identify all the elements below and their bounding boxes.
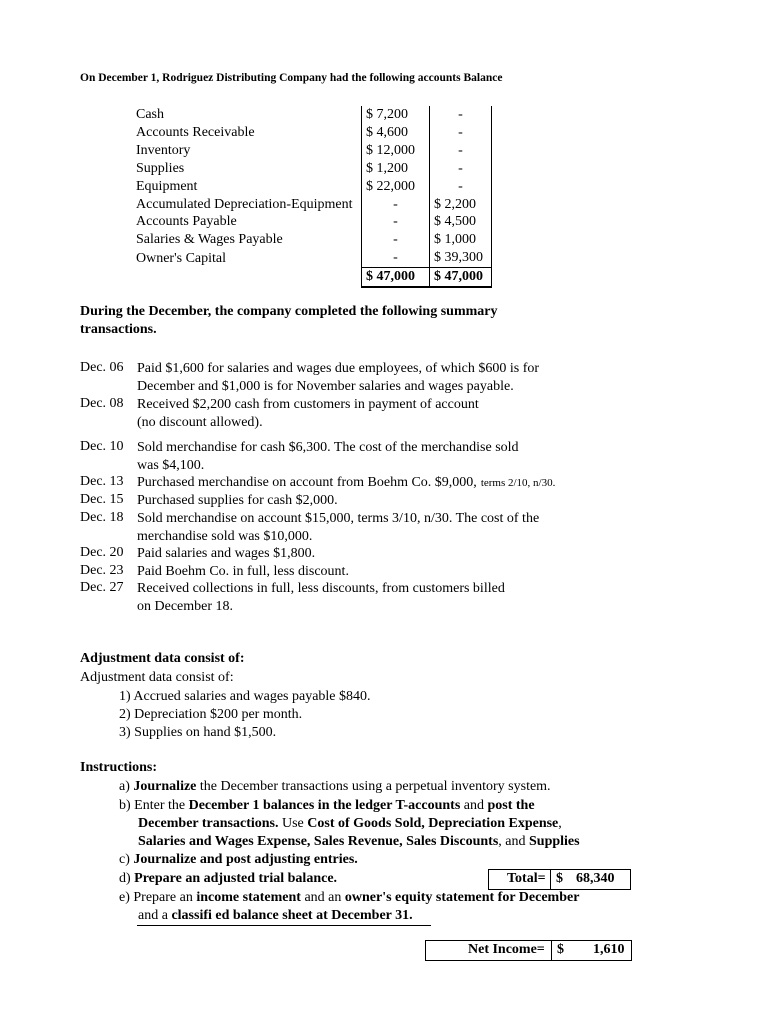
- transaction-description: Purchased merchandise on account from Boehm Co. $9,000, terms 2/10, n/30.: [137, 475, 556, 490]
- balance-row: [136, 124, 492, 142]
- balance-row: [136, 249, 492, 267]
- transaction-description: Received collections in full, less discounts, from customers billed on December 18.: [137, 581, 505, 614]
- terms-note: terms 2/10, n/30.: [480, 477, 556, 489]
- instruction-a: a) Journalize the December transactions using a perpetual inventory system.: [119, 779, 551, 794]
- transaction-description: Received $2,200 cash from customers in payment of account (no discount allowed).: [137, 397, 479, 430]
- transaction-date: Dec. 06: [80, 360, 124, 375]
- account-name: Owner's Capital: [136, 250, 227, 266]
- balance-row: [136, 178, 492, 196]
- debit-amount: -: [362, 249, 430, 267]
- transaction-description: Paid $1,600 for salaries and wages due employees, of which $600 is for December and $1,000 is for November salaries and wages payable.: [137, 361, 540, 394]
- underline: [137, 925, 431, 926]
- debit-amount: $ 7,200: [362, 106, 430, 124]
- transaction-description: Paid Boehm Co. in full, less discount.: [137, 564, 349, 579]
- debit-amount: -: [362, 196, 430, 214]
- credit-amount: -: [430, 178, 492, 196]
- account-name: Supplies: [136, 160, 185, 176]
- adjustment-item: 1) Accrued salaries and wages payable $840.: [119, 689, 371, 704]
- credit-amount: $ 4,500: [430, 213, 492, 231]
- transaction-date: Dec. 20: [80, 545, 124, 560]
- transaction-description: Purchased supplies for cash $2,000.: [137, 493, 338, 508]
- transaction-date: Dec. 23: [80, 563, 124, 578]
- account-name: Accounts Receivable: [136, 124, 255, 140]
- balance-row: [136, 106, 492, 124]
- credit-amount: -: [430, 124, 492, 142]
- debit-amount: -: [362, 231, 430, 249]
- transaction-date: Dec. 18: [80, 510, 124, 525]
- credit-amount: -: [430, 142, 492, 160]
- instruction-d: d) Prepare an adjusted trial balance.: [119, 871, 338, 886]
- total-value: 68,340: [576, 871, 615, 886]
- account-name: Salaries & Wages Payable: [136, 232, 283, 248]
- transaction-description: Paid salaries and wages $1,800.: [137, 546, 316, 561]
- transaction-description: Sold merchandise on account $15,000, terms 3/10, n/30. The cost of the merchandise sold was $10,000.: [137, 511, 540, 544]
- net-income-answer-box: Net Income= $ 1,610: [425, 940, 632, 961]
- instructions-heading: Instructions:: [80, 760, 158, 775]
- transaction-date: Dec. 10: [80, 439, 124, 454]
- transaction-date: Dec. 15: [80, 492, 124, 507]
- credit-amount: -: [430, 106, 492, 124]
- instruction-c: c) Journalize and post adjusting entries.: [119, 852, 358, 867]
- debit-amount: $ 12,000: [362, 142, 430, 160]
- balance-row: [136, 196, 492, 214]
- credit-amount: -: [430, 160, 492, 178]
- total-credit: $ 47,000: [430, 268, 492, 287]
- instruction-e: e) Prepare an income statement and an owner's equity statement for December and a classifi ed balance sheet at December 31.: [119, 890, 580, 923]
- credit-amount: $ 39,300: [430, 249, 492, 267]
- debit-amount: $ 22,000: [362, 178, 430, 196]
- account-name: Equipment: [136, 178, 198, 194]
- account-name: Accounts Payable: [136, 214, 237, 230]
- credit-amount: $ 1,000: [430, 231, 492, 249]
- transaction-date: Dec. 27: [80, 580, 124, 595]
- account-name: Accumulated Depreciation-Equipment: [136, 196, 353, 212]
- balance-row: [136, 160, 492, 178]
- adjustments-heading-bold: Adjustment data consist of:: [80, 651, 245, 666]
- transaction-date: Dec. 13: [80, 474, 124, 489]
- total-debit: $ 47,000: [362, 268, 430, 287]
- debit-amount: $ 4,600: [362, 124, 430, 142]
- account-name: Inventory: [136, 142, 191, 158]
- opening-balances-table: [136, 106, 492, 288]
- debit-amount: -: [362, 213, 430, 231]
- transaction-description: Sold merchandise for cash $6,300. The cost of the merchandise sold was $4,100.: [137, 440, 519, 473]
- account-name: Cash: [136, 107, 164, 122]
- adjustment-item: 2) Depreciation $200 per month.: [119, 707, 303, 722]
- net-income-value: 1,610: [593, 942, 625, 957]
- intro-heading: On December 1, Rodriguez Distributing Company had the following accounts Balance: [80, 72, 503, 84]
- balance-row: [136, 142, 492, 160]
- credit-amount: $ 2,200: [430, 196, 492, 214]
- transactions-heading: During the December, the company completed the following summary transactions.: [80, 304, 498, 337]
- total-answer-box: Total= $ 68,340: [488, 869, 631, 890]
- balance-row: [136, 213, 492, 231]
- adjustment-item: 3) Supplies on hand $1,500.: [119, 725, 277, 740]
- balance-row: [136, 231, 492, 249]
- debit-amount: $ 1,200: [362, 160, 430, 178]
- balances-total-row: [136, 268, 492, 287]
- transaction-date: Dec. 08: [80, 396, 124, 411]
- adjustments-heading: Adjustment data consist of:: [80, 670, 234, 685]
- adjustments-list: [119, 688, 371, 742]
- instruction-b: b) Enter the December 1 balances in the ledger T-accounts and post the December transactions. Use Cost of Goods Sold, Depreciation Expense, Salaries and Wages Expense, Sales Revenue, Sales Discounts, and Supplies: [119, 798, 580, 849]
